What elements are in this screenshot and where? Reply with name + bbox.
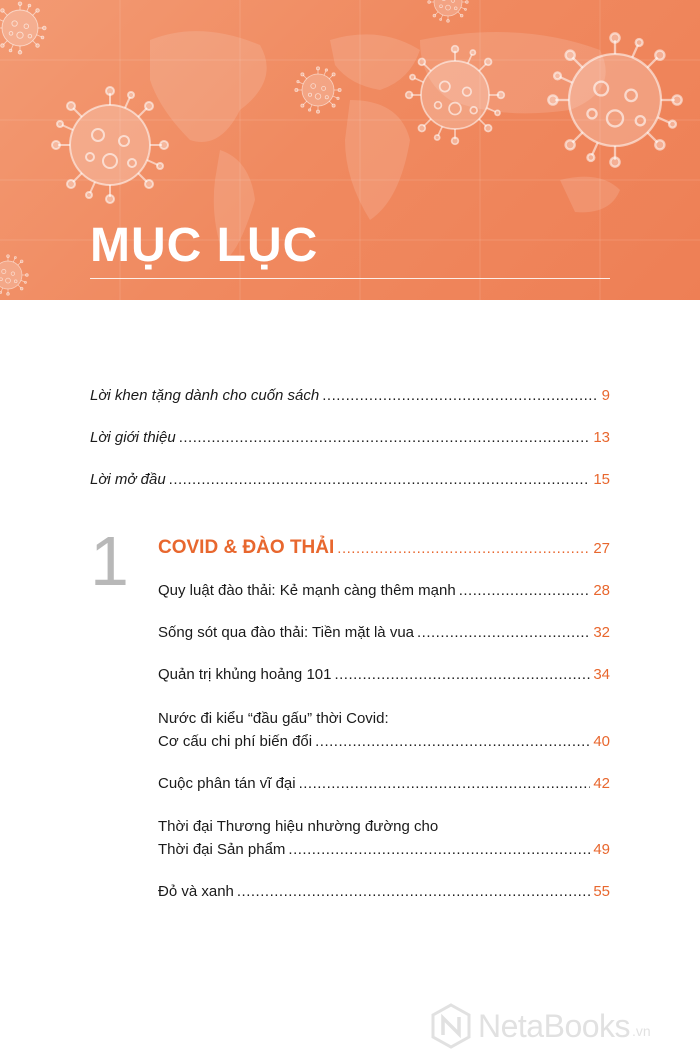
virus-icon [0, 255, 28, 296]
toc-section[interactable] [158, 774, 610, 794]
toc-section-first-line: Thời đại Thương hiệu nhường đường cho [158, 818, 439, 835]
virus-icon [428, 0, 469, 22]
chapter-title-label: COVID & ĐÀO THẢI [158, 537, 335, 558]
toc-entry-label: Đỏ và xanh [158, 883, 234, 900]
toc-entry-page: 40 [593, 733, 610, 750]
toc-entry-preface[interactable] [90, 470, 610, 490]
toc-entry-label: Lời khen tặng dành cho cuốn sách [90, 387, 320, 404]
leader-dots [334, 665, 590, 685]
leader-dots [417, 623, 590, 643]
toc-section[interactable] [158, 581, 610, 601]
leader-dots [315, 732, 590, 752]
toc-section[interactable] [158, 882, 610, 902]
toc-entry-page: 55 [593, 883, 610, 900]
title-underline [90, 278, 610, 279]
leader-dots [288, 840, 590, 860]
leader-dots [299, 774, 591, 794]
virus-icon [295, 67, 341, 113]
leader-dots [337, 539, 590, 559]
toc-section[interactable] [158, 665, 610, 685]
toc-entry-label: Quản trị khủng hoảng 101 [158, 666, 332, 683]
toc-entry-label: Quy luật đào thải: Kẻ mạnh càng thêm mạnh [158, 582, 456, 599]
toc-entry-page: 49 [593, 841, 610, 858]
toc-chapter-title[interactable] [158, 538, 610, 559]
virus-icon [0, 2, 46, 54]
watermark-brand: NetaBooks [478, 1007, 631, 1044]
leader-dots [169, 470, 591, 490]
toc-entry-praise[interactable] [90, 386, 610, 406]
toc-entry-page: 42 [593, 775, 610, 792]
toc-entry-label: Thời đại Sản phẩm [158, 841, 286, 858]
leader-dots [322, 386, 598, 406]
toc-entry-page: 34 [593, 666, 610, 683]
leader-dots [237, 882, 590, 902]
toc-entry-page: 27 [593, 540, 610, 557]
netabooks-watermark [430, 996, 700, 1056]
page-title: MỤC LỤC [90, 219, 319, 272]
toc-entry-page: 9 [601, 387, 610, 404]
virus-icon [548, 33, 681, 166]
toc-section[interactable] [158, 623, 610, 643]
toc-section-first-line: Nước đi kiểu “đầu gấu” thời Covid: [158, 710, 389, 727]
toc-section[interactable] [158, 840, 610, 860]
leader-dots [179, 428, 591, 448]
watermark-suffix: .vn [632, 1023, 651, 1039]
toc-entry-page: 28 [593, 582, 610, 599]
toc-entry-label: Cơ cấu chi phí biến đổi [158, 733, 313, 750]
header-banner [0, 0, 700, 300]
toc-entry-page: 13 [593, 429, 610, 446]
chapter-number: 1 [90, 522, 129, 600]
toc-entry-introduction[interactable] [90, 428, 610, 448]
toc-entry-label: Lời giới thiệu [90, 429, 176, 446]
toc-entry-label: Lời mở đầu [90, 471, 166, 488]
toc-entry-label: Sống sót qua đào thải: Tiền mặt là vua [158, 624, 415, 641]
leader-dots [459, 581, 591, 601]
toc-entry-page: 15 [593, 471, 610, 488]
toc-section[interactable] [158, 732, 610, 752]
toc-entry-label: Cuộc phân tán vĩ đại [158, 775, 296, 792]
netabooks-logo-icon [430, 1003, 472, 1049]
virus-icon [52, 87, 168, 203]
virus-icon [406, 46, 505, 145]
toc-entry-page: 32 [593, 624, 610, 641]
